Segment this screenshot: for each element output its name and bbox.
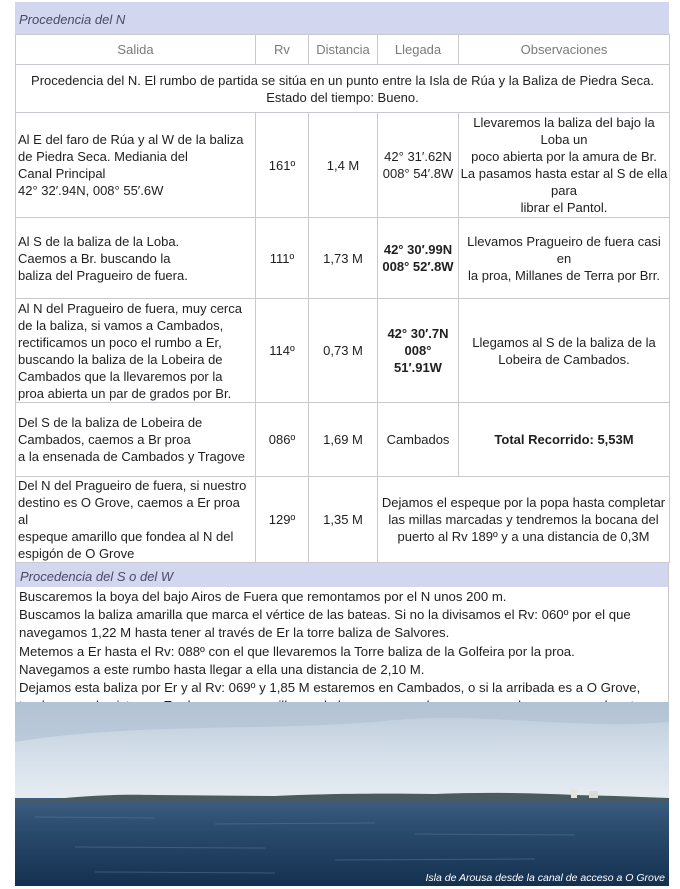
cell-llegada: 42° 30′.7N 008° 51′.91W (378, 299, 459, 403)
table-row (16, 299, 670, 403)
intro-row (16, 65, 670, 113)
cell-total-recorrido: Total Recorrido: 5,53M (459, 403, 670, 477)
cell-observaciones-merged: Dejamos el espeque por la popa hasta completar las millas marcadas y tendremos la bocana del puerto al Rv 189º y a una distancia de 0,3M (378, 477, 670, 563)
cell-llegada: 42° 31′.62N 008° 54′.8W (378, 113, 459, 218)
cell-salida: Del S de la baliza de Lobeira de Cambados, caemos a Br proa a la ensenada de Cambados y Tragove (16, 403, 256, 477)
table-row (16, 218, 670, 299)
cell-distancia: 1,35 M (309, 477, 378, 563)
cell-salida: Del N del Pragueiro de fuera, si nuestro destino es O Grove, caemos a Er proa al espeque amarillo que fondea al N del espigón de O Grove (16, 477, 256, 563)
cell-observaciones: Llevamos Pragueiro de fuera casi en la proa, Millanes de Terra por Brr. (459, 218, 670, 299)
section-title-north: Procedencia del N (15, 2, 669, 34)
table-header-row (16, 35, 670, 65)
header-observaciones: Observaciones (459, 35, 670, 65)
header-distancia: Distancia (309, 35, 378, 65)
header-llegada: Llegada (378, 35, 459, 65)
cell-distancia: 1,4 M (309, 113, 378, 218)
cell-llegada: Cambados (378, 403, 459, 477)
cell-rv: 111º (256, 218, 309, 299)
cell-rv: 129º (256, 477, 309, 563)
cell-rv: 161º (256, 113, 309, 218)
document (15, 2, 669, 727)
section-title-south-west: Procedencia del S o del W (15, 563, 669, 587)
header-salida: Salida (16, 35, 256, 65)
sea-photo-image (15, 702, 669, 886)
cell-observaciones: Llevaremos la baliza del bajo la Loba un poco abierta por la amura de Br. La pasamos hasta estar al S de ella para librar el Pantol. (459, 113, 670, 218)
cell-salida: Al S de la baliza de la Loba. Caemos a Br. buscando la baliza del Pragueiro de fuera. (16, 218, 256, 299)
cell-distancia: 1,69 M (309, 403, 378, 477)
cell-rv: 114º (256, 299, 309, 403)
cell-observaciones: Llegamos al S de la baliza de la Lobeira de Cambados. (459, 299, 670, 403)
table-row (16, 477, 670, 563)
cell-salida: Al N del Pragueiro de fuera, muy cerca de la baliza, si vamos a Cambados, rectificamos un poco el rumbo a Er, buscando la baliza de la Lobeira de Cambados que la llevaremos por la proa abierta un par de grados por Br. (16, 299, 256, 403)
cell-distancia: 0,73 M (309, 299, 378, 403)
section-text-south-west: Buscaremos la boya del bajo Airos de Fuera que remontamos por el N unos 200 m. Buscamos la baliza amarilla que marca el vértice de las bateas. Si no la divisamos el Rv: 060º por el que navegamos 1,22 M hasta tener al través de Er la torre baliza de Salvores. Metemos a Er hasta el Rv: 088º con el que llevaremos la Torre baliza de la Golfeira por la proa. Navegamos a este rumbo hasta llegar a ella una distancia de 2,10 M. Dejamos esta baliza por Er y al Rv: 069º y 1,85 M estaremos en Cambados, o si la arribada es a O Grove, (15, 587, 669, 727)
sea-photo (15, 702, 669, 886)
table-row (16, 403, 670, 477)
table-row (16, 113, 670, 218)
intro-text: Procedencia del N. El rumbo de partida se sitúa en un punto entre la Isla de Rúa y la Baliza de Piedra Seca. Estado del tiempo: Bueno. (16, 65, 670, 113)
cell-llegada: 42° 30′.99N 008° 52′.8W (378, 218, 459, 299)
photo-caption: Isla de Arousa desde la canal de acceso a O Grove (425, 872, 665, 884)
cell-distancia: 1,73 M (309, 218, 378, 299)
header-rv: Rv (256, 35, 309, 65)
cell-salida: Al E del faro de Rúa y al W de la baliza de Piedra Seca. Mediania del Canal Principal 42° 32′.94N, 008° 55′.6W (16, 113, 256, 218)
route-table (15, 34, 670, 563)
cell-rv: 086º (256, 403, 309, 477)
